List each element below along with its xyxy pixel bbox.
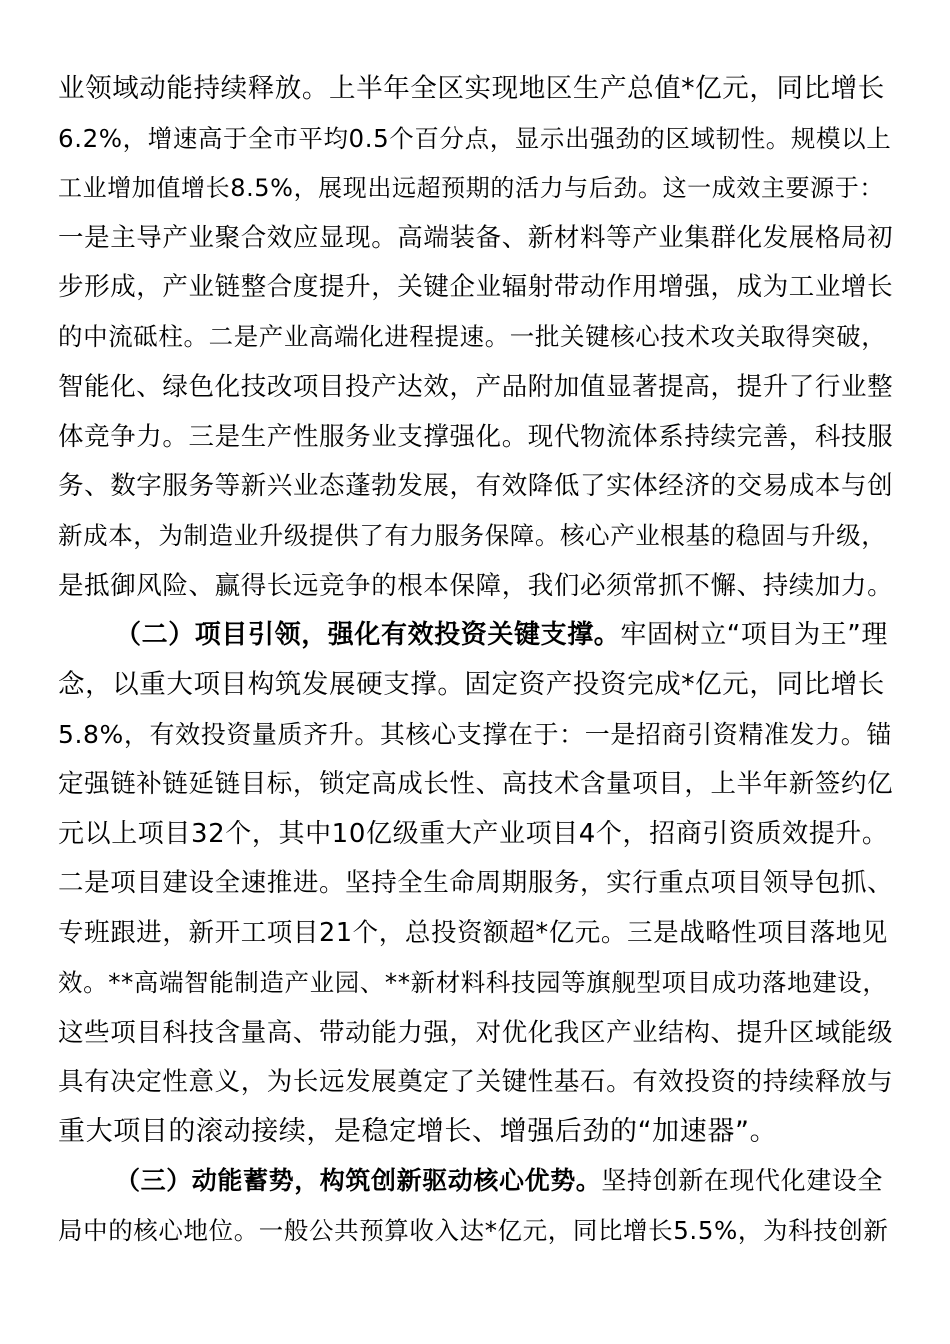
section-2-heading: （二）项目引领，强化有效投资关键支撑。 (115, 620, 621, 650)
paragraph-line: 念，以重大项目构筑发展硬支撑。固定资产投资完成*亿元，同比增长 (58, 669, 885, 700)
section-2-first-line (115, 618, 888, 652)
paragraph-line: 业领域动能持续释放。上半年全区实现地区生产总值*亿元，同比增长 (58, 73, 885, 104)
paragraph-line: 是抵御风险、赢得长远竞争的根本保障，我们必须常抓不懈、持续加力。 (58, 571, 894, 601)
paragraph-line: 效。**高端智能制造产业园、**新材料科技园等旗舰型项目成功落地建设， (58, 968, 888, 997)
paragraph-line: 二是项目建设全速推进。坚持全生命周期服务，实行重点项目领导包抓、 (58, 868, 894, 898)
paragraph-line: 重大项目的滚动接续，是稳定增长、增强后劲的“加速器”。 (58, 1116, 778, 1147)
paragraph-line: 具有决定性意义，为长远发展奠定了关键性基石。有效投资的持续释放与 (58, 1067, 894, 1097)
paragraph-line: 工业增加值增长8.5%，展现出远超预期的活力与后劲。这一成效主要源于： (58, 174, 884, 202)
paragraph-line: 5.8%，有效投资量质齐升。其核心支撑在于：一是招商引资精准发力。锚 (58, 720, 892, 749)
paragraph-line: 新成本，为制造业升级提供了有力服务保障。核心产业根基的稳固与升级， (58, 521, 887, 550)
paragraph-line: 专班跟进，新开工项目21个，总投资额超*亿元。三是战略性项目落地见 (58, 918, 888, 948)
paragraph-line: 的中流砥柱。二是产业高端化进程提速。一批关键核心技术攻关取得突破， (58, 322, 887, 351)
paragraph-line: 智能化、绿色化技改项目投产达效，产品附加值显著提高，提升了行业整 (58, 372, 894, 402)
paragraph-line: 元以上项目32个，其中10亿级重大产业项目4个，招商引资质效提升。 (58, 819, 889, 849)
section-3-heading: （三）动能蓄势，构筑创新驱动核心优势。 (115, 1166, 602, 1195)
paragraph-line: 务、数字服务等新兴业态蓬勃发展，有效降低了实体经济的交易成本与创 (58, 471, 894, 501)
paragraph-line: 6.2%，增速高于全市平均0.5个百分点，显示出强劲的区域韧性。规模以上 (58, 124, 892, 153)
paragraph-line: 体竞争力。三是生产性服务业支撑强化。现代物流体系持续完善，科技服 (58, 422, 894, 452)
paragraph-line: 步形成，产业链整合度提升，关键企业辐射带动作用增强，成为工业增长 (58, 272, 894, 302)
paragraph-line: 一是主导产业聚合效应显现。高端装备、新材料等产业集群化发展格局初 (58, 223, 894, 253)
section-3-first-line-text: 坚持创新在现代化建设全 (601, 1166, 884, 1195)
paragraph-line: 这些项目科技含量高、带动能力强，对优化我区产业结构、提升区域能级 (58, 1018, 894, 1048)
paragraph-line: 局中的核心地位。一般公共预算收入达*亿元，同比增长5.5%，为科技创新 (58, 1216, 889, 1245)
section-2-first-line-text: 牢固树立“项目为王”理 (620, 620, 888, 650)
section-3-first-line (115, 1164, 883, 1198)
paragraph-line: 定强链补链延链目标，锁定高成长性、高技术含量项目，上半年新签约亿 (58, 769, 894, 799)
